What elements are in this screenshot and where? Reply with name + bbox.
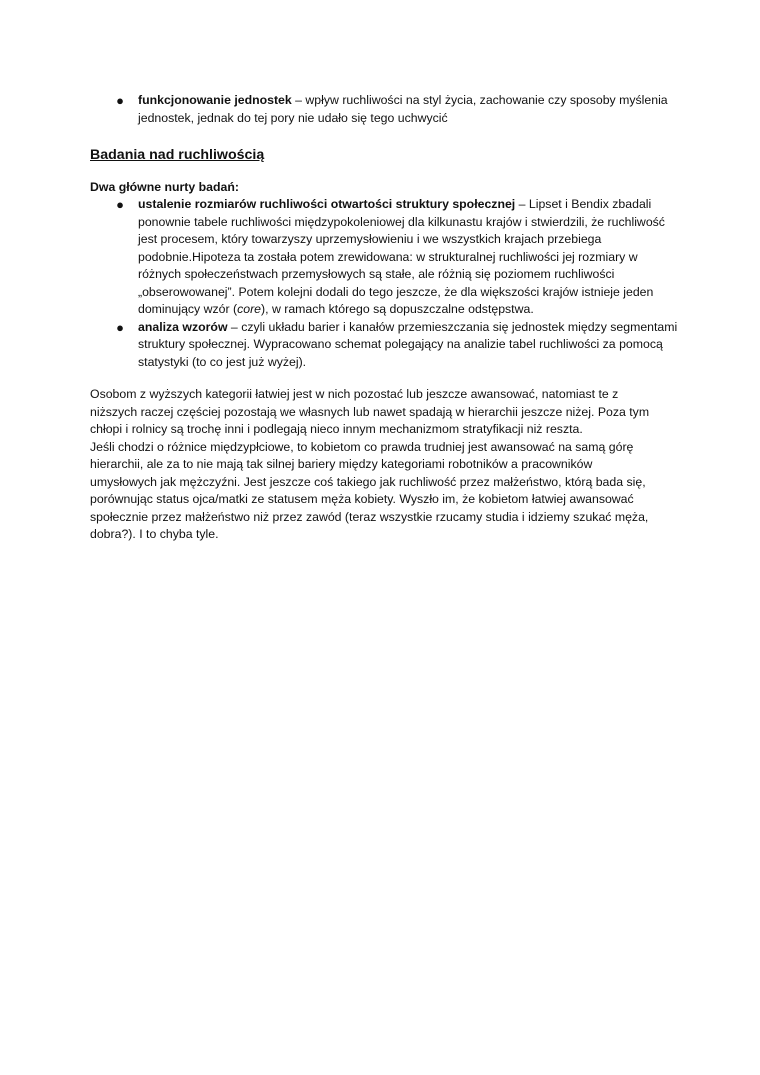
top-bullet-list [90, 92, 680, 127]
research-bullet-list [90, 196, 680, 371]
list-item [90, 319, 680, 372]
text-line: Osobom z wyższych kategorii łatwiej jest w nich pozostać lub jeszcze awansować, natomiast te z [90, 387, 619, 401]
list-item [90, 92, 680, 127]
text-line: społecznie przez małżeństwo niż przez zawód (teraz wszystkie rzucamy studia i idziemy szukać męża, [90, 509, 649, 524]
list-item-text: – wpływ ruchliwości na styl życia, zachowanie czy sposoby myślenia jednostek, jednak do tej pory nie udało się tego uchwycić [138, 93, 668, 125]
section-heading: Badania nad ruchliwością [90, 147, 265, 163]
list-item [90, 196, 680, 319]
list-item-text: – Lipset i Bendix zbadali ponownie tabele ruchliwości międzypokoleniowej dla kilkunastu krajów i stwierdzili, że ruchliwość jest procesem, który towarzyszy uprzemysłowieniu i we wszystkich krajach przebiega podobnie.Hipoteza ta została potem zrewidowana: w strukturalnej ruchliwości jej rozmiary w różnych społeczeństwach przemysłowych są stałe, ale różnią się poziomem ruchliwości „obserowowanej”. Potem kolejni dodali do tego jeszcze, że dla większości krajów istnieje jeden dominujący wzór ( [138, 197, 665, 316]
text-line: porównując status ojca/matki ze statusem męża kobiety. Wyszło im, że kobietom łatwiej awansować [90, 492, 634, 506]
bullet-icon: ● [116, 93, 124, 108]
text-line: Jeśli chodzi o różnice międzypłciowe, to kobietom co prawda trudniej jest awansować na samą górę [90, 439, 634, 454]
text-line: hierarchii, ale za to nie mają tak silnej bariery między kategoriami robotników a pracowników [90, 457, 593, 471]
text-line: dobra?). I to chyba tyle. [90, 527, 219, 541]
text-line: chłopi i rolnicy są trochę inni i podlegają nieco innym mechanizmom stratyfikacji niż reszta. [90, 422, 583, 436]
subheading: Dwa główne nurty badań: [90, 180, 239, 194]
italic-term: core [237, 302, 262, 316]
bullet-icon: ● [116, 197, 124, 212]
text-line: niższych raczej częściej pozostają we własnych lub nawet spadają w hierarchii jeszcze niżej. Poza tym [90, 404, 650, 419]
list-item-term: ustalenie rozmiarów ruchliwości otwartości struktury społecznej [138, 197, 516, 211]
bullet-icon: ● [116, 319, 124, 335]
list-item-text: – czyli układu barier i kanałów przemieszczania się jednostek między segmentami struktury społecznej. Wypracowano schemat polegający na analizie tabel ruchliwości za pomocą statystyki (to co jest już wyżej). [138, 319, 678, 369]
list-item-term: funkcjonowanie jednostek [138, 93, 292, 107]
text-line: umysłowych jak mężczyźni. Jest jeszcze coś takiego jak ruchliwość przez małżeństwo, którą bada się, [90, 474, 646, 489]
body-paragraph [90, 386, 690, 544]
list-item-term: analiza wzorów [138, 319, 228, 334]
list-item-text: ), w ramach którego są dopuszczalne odstępstwa. [261, 302, 534, 316]
